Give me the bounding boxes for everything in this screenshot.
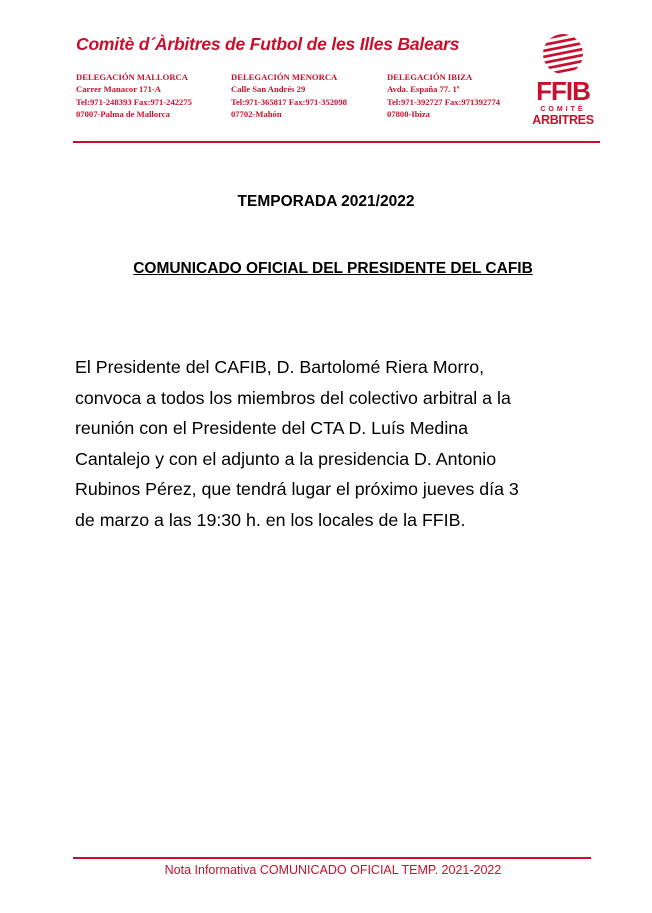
- header-divider: [73, 141, 600, 143]
- communique-title: COMUNICADO OFICIAL DEL PRESIDENTE DEL CAFIB: [133, 260, 533, 277]
- body-line: Rubinos Pérez, que tendrá lugar el próximo jueves día 3: [75, 479, 519, 499]
- body-line: Cantalejo y con el adjunto a la presidencia D. Antonio: [75, 448, 497, 469]
- delegation-address: Avda. España 77. 1º: [387, 84, 460, 95]
- delegation-city: 07702-Mahón: [231, 109, 282, 120]
- communique-body: [75, 352, 585, 535]
- ffib-logo: [528, 30, 598, 130]
- logo-comite-text: COMITÈ: [540, 106, 586, 113]
- delegation-mallorca: [76, 71, 192, 121]
- ball-icon: [528, 30, 598, 78]
- body-line: El Presidente del CAFIB, D. Bartolomé Riera Morro,: [75, 357, 485, 377]
- logo-ffib-text: FFIB: [536, 76, 590, 106]
- footer-divider: [73, 857, 591, 859]
- delegation-address: Carrer Manacor 171-A: [76, 84, 161, 95]
- delegation-menorca: [231, 71, 347, 121]
- body-line: convoca a todos los miembros del colectivo arbitral a la: [75, 387, 511, 408]
- season-heading: TEMPORADA 2021/2022: [237, 193, 415, 210]
- delegation-city: 07007-Palma de Mallorca: [76, 109, 170, 120]
- delegations-block: [76, 71, 536, 123]
- body-line: de marzo a las 19:30 h. en los locales de la FFIB.: [75, 509, 466, 530]
- delegation-phone-fax: Tel:971-248393 Fax:971-242275: [76, 96, 192, 107]
- delegation-phone-fax: Tel:971-365817 Fax:971-352098: [231, 96, 347, 107]
- delegation-name: DELEGACIÓN MENORCA: [231, 72, 338, 82]
- delegation-name: DELEGACIÓN MALLORCA: [76, 72, 188, 82]
- logo-arbitres-text: ARBITRES: [532, 113, 594, 127]
- delegation-name: DELEGACIÓN IBIZA: [387, 72, 473, 82]
- delegation-ibiza: [387, 71, 500, 121]
- delegation-city: 07800-Ibiza: [387, 109, 430, 120]
- body-line: reunión con el Presidente del CTA D. Luís Medina: [75, 418, 469, 438]
- delegation-address: Calle San Andrés 29: [231, 84, 306, 95]
- footer-note: Nota Informativa COMUNICADO OFICIAL TEMP. 2021-2022: [164, 863, 502, 877]
- organization-title: Comitè d´Àrbitres de Futbol de les Illes Balears: [76, 34, 460, 54]
- delegation-phone-fax: Tel:971-392727 Fax:971392774: [387, 96, 501, 107]
